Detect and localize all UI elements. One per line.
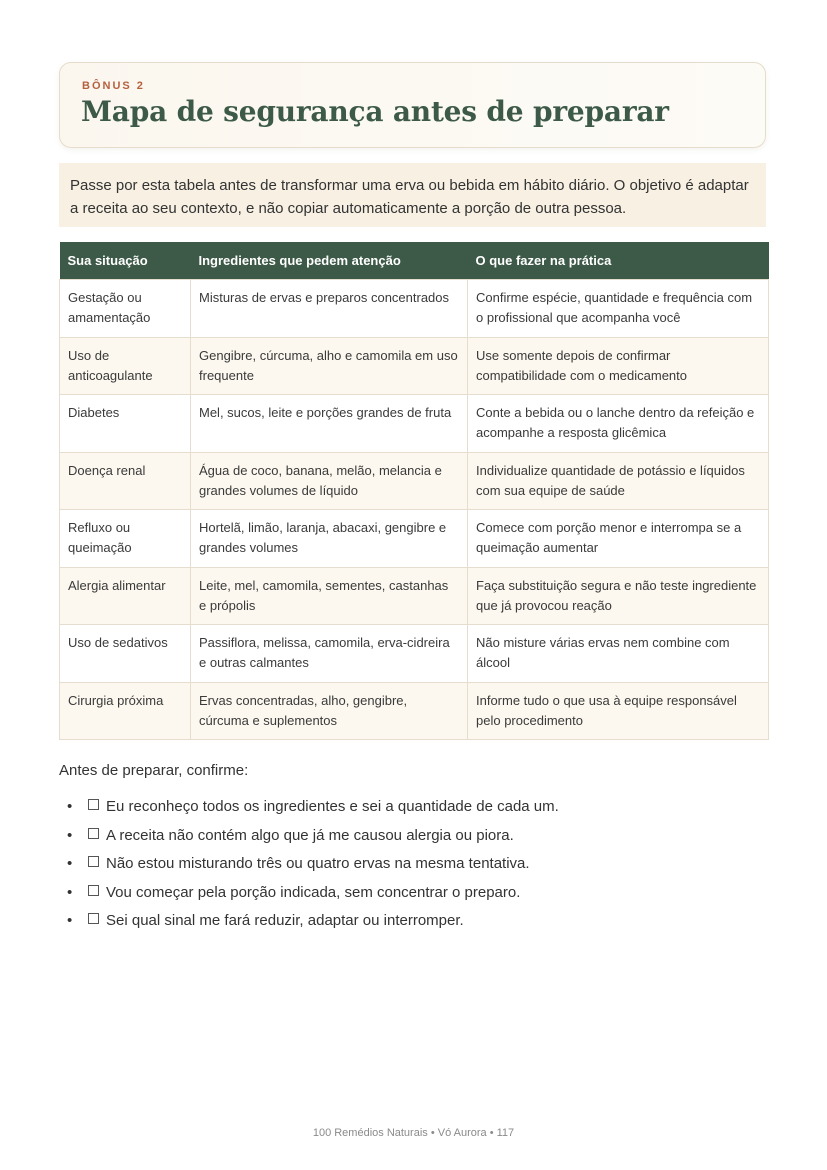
checkbox-icon[interactable] [88, 913, 99, 924]
ingredients-cell: Passiflora, melissa, camomila, erva-cidreira e outras calmantes [191, 625, 468, 683]
situation-cell: Refluxo ou queimação [60, 510, 191, 568]
safety-table [59, 242, 769, 740]
table-header-row [60, 242, 769, 280]
ingredients-cell: Mel, sucos, leite e porções grandes de fruta [191, 395, 468, 453]
action-cell: Não misture várias ervas nem combine com álcool [468, 625, 769, 683]
page-title: Mapa de segurança antes de preparar [81, 95, 669, 128]
action-cell: Faça substituição segura e não teste ingrediente que já provocou reação [468, 567, 769, 625]
bullet-icon: • [67, 855, 73, 873]
situation-cell: Alergia alimentar [60, 567, 191, 625]
table-row [60, 682, 769, 740]
ingredients-cell: Ervas concentradas, alho, gengibre, cúrcuma e suplementos [191, 682, 468, 740]
checklist [59, 796, 759, 939]
situation-cell: Diabetes [60, 395, 191, 453]
ingredients-cell: Gengibre, cúrcuma, alho e camomila em uso frequente [191, 337, 468, 395]
table-row [60, 337, 769, 395]
table-row [60, 510, 769, 568]
checkbox-icon[interactable] [88, 885, 99, 896]
situation-cell: Gestação ou amamentação [60, 280, 191, 338]
ingredients-cell: Água de coco, banana, melão, melancia e grandes volumes de líquido [191, 452, 468, 510]
bullet-icon: • [67, 826, 73, 844]
ingredients-cell: Hortelã, limão, laranja, abacaxi, gengibre e grandes volumes [191, 510, 468, 568]
checklist-item [59, 796, 759, 825]
checklist-item [59, 853, 759, 882]
checklist-item-label: A receita não contém algo que já me causou alergia ou piora. [106, 826, 514, 844]
checkbox-icon[interactable] [88, 799, 99, 810]
action-cell: Use somente depois de confirmar compatibilidade com o medicamento [468, 337, 769, 395]
ingredients-cell: Misturas de ervas e preparos concentrados [191, 280, 468, 338]
checkbox-icon[interactable] [88, 856, 99, 867]
ingredients-cell: Leite, mel, camomila, sementes, castanhas e própolis [191, 567, 468, 625]
situation-cell: Cirurgia próxima [60, 682, 191, 740]
situation-cell: Uso de anticoagulante [60, 337, 191, 395]
section-header-card [59, 62, 766, 148]
situation-cell: Doença renal [60, 452, 191, 510]
bullet-icon: • [67, 912, 73, 930]
action-cell: Conte a bebida ou o lanche dentro da refeição e acompanhe a resposta glicêmica [468, 395, 769, 453]
checklist-item-label: Eu reconheço todos os ingredientes e sei a quantidade de cada um. [106, 798, 559, 815]
table-row [60, 452, 769, 510]
page-footer: 100 Remédios Naturais • Vó Aurora • 117 [312, 1127, 515, 1139]
checklist-item-label: Sei qual sinal me fará reduzir, adaptar ou interromper. [106, 912, 464, 930]
intro-paragraph: Passe por esta tabela antes de transformar uma erva ou bebida em hábito diário. O objetivo é adaptar a receita ao seu contexto, e não copiar automaticamente a porção de outra pessoa. [59, 163, 766, 227]
situation-cell: Uso de sedativos [60, 625, 191, 683]
table-row [60, 280, 769, 338]
checklist-item [59, 882, 759, 911]
bullet-icon: • [67, 798, 73, 815]
bullet-icon: • [67, 883, 73, 901]
column-header-ingredients: Ingredientes que pedem atenção [191, 242, 468, 280]
column-header-situation: Sua situação [60, 242, 191, 280]
checklist-item-label: Vou começar pela porção indicada, sem concentrar o preparo. [106, 883, 521, 901]
checklist-item [59, 825, 759, 854]
section-eyebrow: BÔNUS 2 [82, 80, 145, 92]
action-cell: Individualize quantidade de potássio e líquidos com sua equipe de saúde [468, 452, 769, 510]
action-cell: Informe tudo o que usa à equipe responsável pelo procedimento [468, 682, 769, 740]
action-cell: Confirme espécie, quantidade e frequência com o profissional que acompanha você [468, 280, 769, 338]
action-cell: Comece com porção menor e interrompa se a queimação aumentar [468, 510, 769, 568]
table-row [60, 625, 769, 683]
checklist-item [59, 910, 759, 939]
table-row [60, 395, 769, 453]
checkbox-icon[interactable] [88, 828, 99, 839]
checklist-heading: Antes de preparar, confirme: [59, 762, 249, 779]
table-row [60, 567, 769, 625]
checklist-item-label: Não estou misturando três ou quatro ervas na mesma tentativa. [106, 855, 530, 873]
column-header-action: O que fazer na prática [468, 242, 769, 280]
